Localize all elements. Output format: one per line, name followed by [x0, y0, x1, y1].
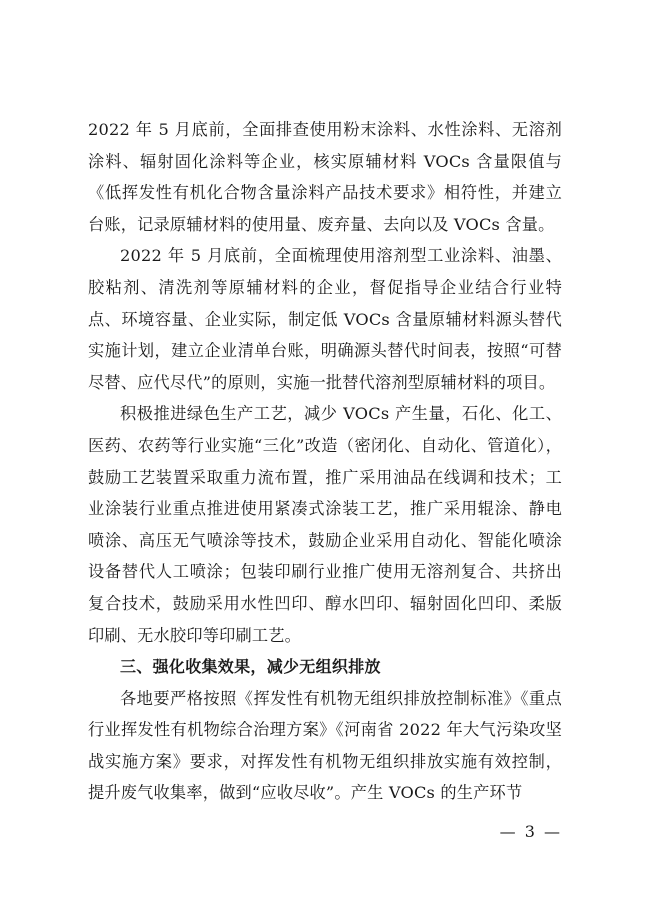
section-heading: 三、强化收集效果，减少无组织排放 — [120, 657, 381, 677]
paragraph-3: 积极推进绿色生产工艺，减少 VOCs 产生量，石化、化工、医药、农药等行业实施“三化”改造（密闭化、自动化、管道化），鼓励工艺装置采取重力流布置，推广采用油品在线调和技术；工业涂装行业重点推进使用紧凑式涂装工艺，推广采用辊涂、静电喷涂、高压无气喷涂等技术，鼓励企业采用自动化、智能化喷涂设备替代人工喷涂；包装印刷行业推广使用无溶剂复合、共挤出复合技术，鼓励采用水性凹印、醇水凹印、辐射固化凹印、柔版印刷、无水胶印等印刷工艺。 — [88, 404, 562, 645]
paragraph-1: 2022 年 5 月底前，全面排查使用粉末涂料、水性涂料、无溶剂涂料、辐射固化涂料等企业，核实原辅材料 VOCs 含量限值与《低挥发性有机化合物含量涂料产品技术要求》相符性，并建立台账，记录原辅材料的使用量、废弃量、去向以及 VOCs 含量。 — [88, 120, 562, 234]
paragraph-2: 2022 年 5 月底前，全面梳理使用溶剂型工业涂料、油墨、胶粘剂、清洗剂等原辅材料的企业，督促指导企业结合行业特点、环境容量、企业实际，制定低 VOCs 含量原辅材料源头替代实施计划，建立企业清单台账，明确源头替代时间表，按照“可替尽替、应代尽代”的原则，实施一批替代溶剂型原辅材料的项目。 — [88, 246, 562, 392]
document-body — [88, 114, 562, 809]
paragraph-4: 各地要严格按照《挥发性有机物无组织排放控制标准》《重点行业挥发性有机物综合治理方案》《河南省 2022 年大气污染攻坚战实施方案》要求，对挥发性有机物无组织排放实施有效控制，提升废气收集率，做到“应收尽收”。产生 VOCs 的生产环节 — [88, 688, 562, 803]
page-number: — 3 — — [499, 822, 562, 841]
